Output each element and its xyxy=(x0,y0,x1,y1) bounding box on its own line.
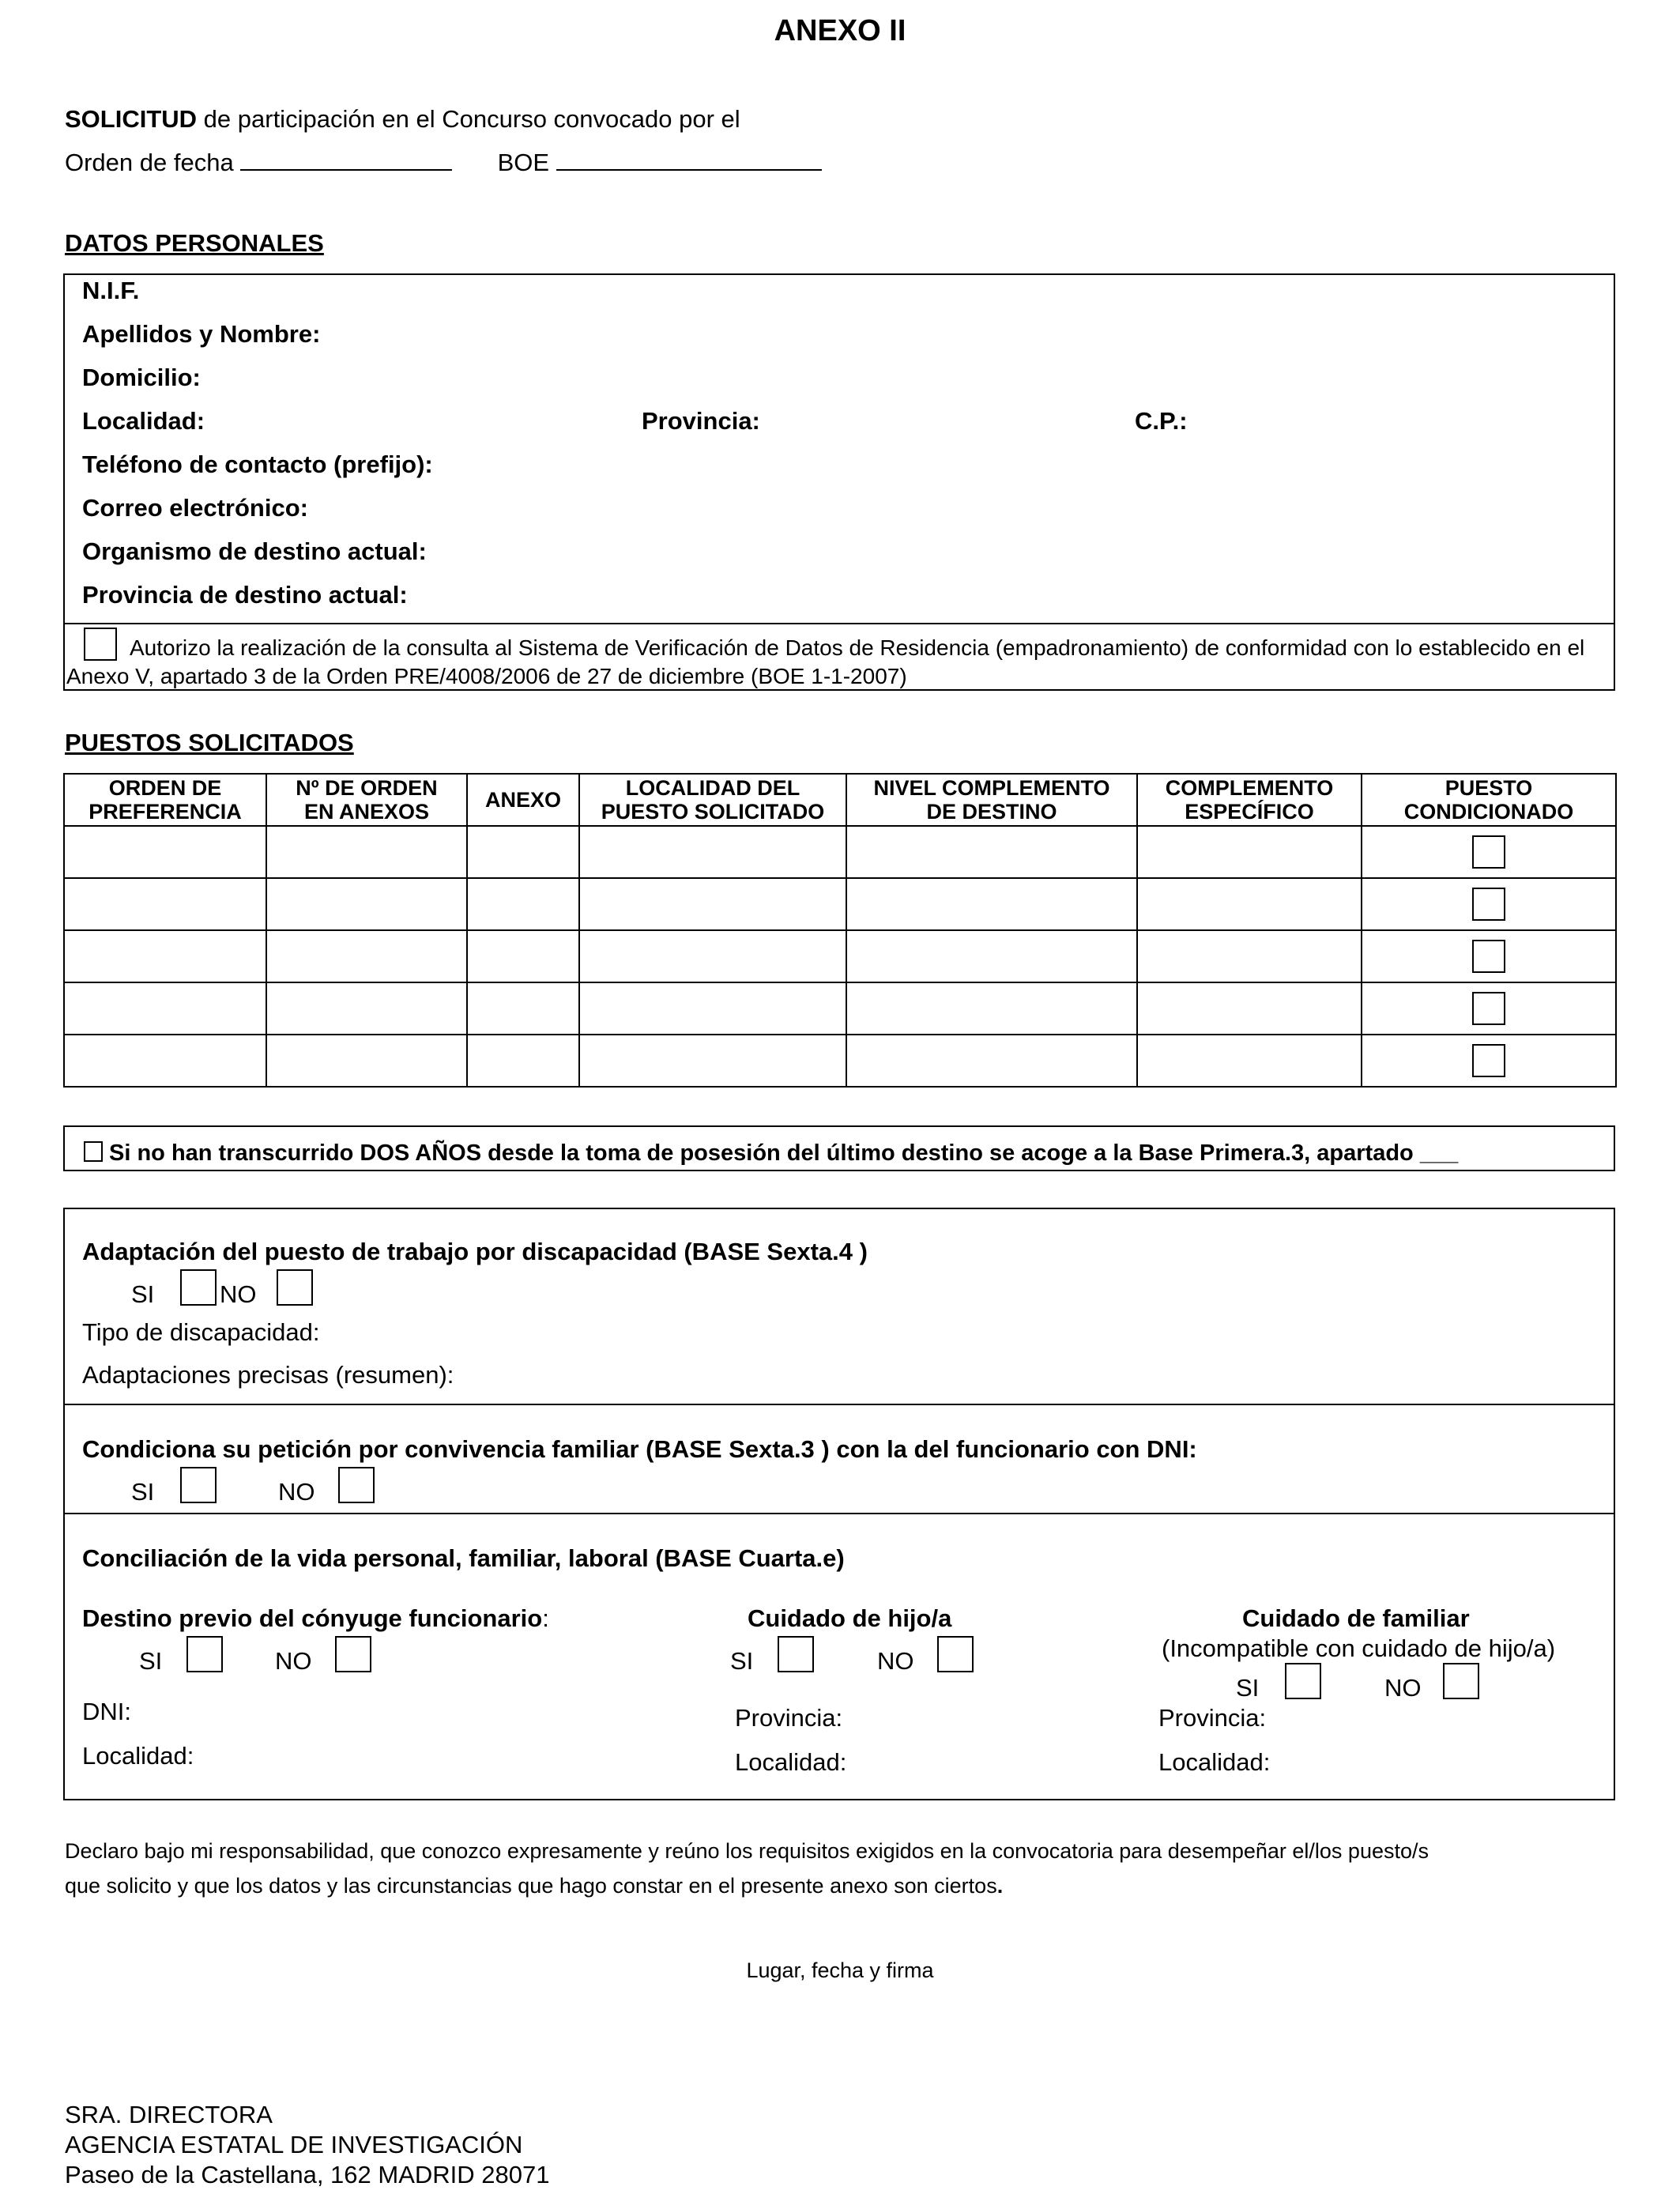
autorizo-text-line1: Autorizo la realización de la consulta al Sistema de Verificación de Datos de Residencia (empadronamiento) de conformidad con lo establecido en el xyxy=(130,635,1585,660)
puestos-table xyxy=(63,773,1617,1088)
puestos-heading: PUESTOS SOLICITADOS xyxy=(65,729,354,756)
hijo-no-label: NO xyxy=(877,1647,914,1675)
table-cell[interactable] xyxy=(64,982,266,1035)
autorizo-checkbox[interactable] xyxy=(84,628,117,661)
table-cell[interactable] xyxy=(1137,826,1362,878)
conyuge-no-label: NO xyxy=(275,1647,312,1675)
table-cell[interactable] xyxy=(467,982,579,1035)
solicitud-line xyxy=(65,105,740,134)
puesto-condicionado-cell[interactable] xyxy=(1362,982,1616,1035)
table-cell[interactable] xyxy=(579,930,846,982)
puesto-condicionado-cell[interactable] xyxy=(1362,878,1616,930)
table-cell[interactable] xyxy=(579,826,846,878)
table-cell[interactable] xyxy=(846,878,1137,930)
organismo-label: Organismo de destino actual: xyxy=(82,537,427,565)
table-cell[interactable] xyxy=(266,930,467,982)
puesto-condicionado-checkbox[interactable] xyxy=(1472,940,1505,973)
table-cell[interactable] xyxy=(467,1035,579,1087)
cp-label: C.P.: xyxy=(1135,407,1188,435)
conyuge-dni-label: DNI: xyxy=(82,1698,131,1725)
telefono-label: Teléfono de contacto (prefijo): xyxy=(82,450,433,478)
tipo-discapacidad-label: Tipo de discapacidad: xyxy=(82,1318,320,1346)
domicilio-label: Domicilio: xyxy=(82,364,201,391)
conciliacion-title: Conciliación de la vida personal, familiar, laboral (BASE Cuarta.e) xyxy=(82,1544,845,1572)
puestos-header-row xyxy=(64,774,1616,826)
destinatario-line2: AGENCIA ESTATAL DE INVESTIGACIÓN xyxy=(65,2131,523,2158)
table-cell[interactable] xyxy=(266,826,467,878)
table-cell[interactable] xyxy=(64,826,266,878)
puesto-condicionado-cell[interactable] xyxy=(1362,826,1616,878)
col-localidad: LOCALIDAD DEL PUESTO SOLICITADO xyxy=(579,774,846,826)
familiar-si-label: SI xyxy=(1236,1674,1260,1702)
col-complemento-especifico: COMPLEMENTO ESPECÍFICO xyxy=(1137,774,1362,826)
solicitud-label: SOLICITUD xyxy=(65,105,198,133)
conyuge-title xyxy=(82,1604,549,1633)
hijo-si-label: SI xyxy=(730,1647,754,1675)
boe-label: BOE xyxy=(497,149,550,176)
table-row xyxy=(64,930,1616,982)
familiar-localidad-label: Localidad: xyxy=(1158,1748,1271,1776)
divider xyxy=(63,1513,1615,1514)
table-cell[interactable] xyxy=(579,1035,846,1087)
table-cell[interactable] xyxy=(467,878,579,930)
table-cell[interactable] xyxy=(266,1035,467,1087)
puesto-condicionado-checkbox[interactable] xyxy=(1472,992,1505,1025)
provincia-destino-label: Provincia de destino actual: xyxy=(82,581,408,609)
hijo-no-checkbox[interactable] xyxy=(937,1636,974,1672)
adaptaciones-label: Adaptaciones precisas (resumen): xyxy=(82,1361,454,1389)
table-row xyxy=(64,1035,1616,1087)
familiar-provincia-label: Provincia: xyxy=(1158,1704,1267,1732)
adaptacion-si-checkbox[interactable] xyxy=(180,1269,217,1306)
declaracion-period: . xyxy=(996,1874,1004,1898)
correo-label: Correo electrónico: xyxy=(82,494,308,522)
conyuge-si-checkbox[interactable] xyxy=(186,1636,223,1672)
orden-label: Orden de fecha xyxy=(65,149,234,176)
conyuge-title-text: Destino previo del cónyuge funcionario xyxy=(82,1604,543,1632)
puesto-condicionado-cell[interactable] xyxy=(1362,930,1616,982)
table-cell[interactable] xyxy=(579,982,846,1035)
table-cell[interactable] xyxy=(1137,982,1362,1035)
col-puesto-condicionado: PUESTO CONDICIONADO xyxy=(1362,774,1616,826)
table-row xyxy=(64,826,1616,878)
divider xyxy=(63,1404,1615,1405)
destinatario-line1: SRA. DIRECTORA xyxy=(65,2101,273,2128)
destinatario-line3: Paseo de la Castellana, 162 MADRID 28071 xyxy=(65,2161,550,2188)
adaptacion-no-checkbox[interactable] xyxy=(277,1269,313,1306)
puesto-condicionado-checkbox[interactable] xyxy=(1472,835,1505,869)
autorizo-text-line2: Anexo V, apartado 3 de la Orden PRE/4008/2006 de 27 de diciembre (BOE 1-1-2007) xyxy=(66,664,907,688)
conyuge-colon: : xyxy=(542,1604,549,1632)
solicitud-text: de participación en el Concurso convocado por el xyxy=(197,105,740,133)
familiar-no-checkbox[interactable] xyxy=(1443,1663,1479,1699)
col-nivel-complemento: NIVEL COMPLEMENTO DE DESTINO xyxy=(846,774,1137,826)
table-row xyxy=(64,982,1616,1035)
declaracion-line2 xyxy=(65,1868,1003,1903)
conyuge-localidad-label: Localidad: xyxy=(82,1742,194,1770)
col-orden-preferencia: ORDEN DE PREFERENCIA xyxy=(64,774,266,826)
table-cell[interactable] xyxy=(266,878,467,930)
table-cell[interactable] xyxy=(1137,878,1362,930)
table-cell[interactable] xyxy=(64,1035,266,1087)
firma-label: Lugar, fecha y firma xyxy=(746,1958,934,1982)
dos-anos-checkbox[interactable] xyxy=(84,1141,103,1162)
orden-fecha-field[interactable] xyxy=(240,149,452,171)
table-cell[interactable] xyxy=(64,930,266,982)
page-title: ANEXO II xyxy=(774,14,906,47)
table-cell[interactable] xyxy=(846,1035,1137,1087)
table-cell[interactable] xyxy=(266,982,467,1035)
table-cell[interactable] xyxy=(846,982,1137,1035)
hijo-title: Cuidado de hijo/a xyxy=(748,1604,952,1632)
table-cell[interactable] xyxy=(579,878,846,930)
declaracion-line2-text: que solicito y que los datos y las circunstancias que hago constar en el presente anexo son ciertos xyxy=(65,1874,997,1898)
familiar-si-checkbox[interactable] xyxy=(1285,1663,1321,1699)
boe-field[interactable] xyxy=(556,149,822,171)
table-cell[interactable] xyxy=(467,826,579,878)
table-cell[interactable] xyxy=(1137,1035,1362,1087)
hijo-si-checkbox[interactable] xyxy=(778,1636,814,1672)
table-row xyxy=(64,878,1616,930)
col-anexo: ANEXO xyxy=(467,774,579,826)
orden-line xyxy=(65,149,822,177)
table-cell[interactable] xyxy=(467,930,579,982)
conyuge-no-checkbox[interactable] xyxy=(335,1636,371,1672)
puesto-condicionado-checkbox[interactable] xyxy=(1472,1044,1505,1077)
adaptacion-no-label: NO xyxy=(220,1280,257,1308)
table-cell[interactable] xyxy=(846,930,1137,982)
divider xyxy=(63,623,1615,624)
table-cell[interactable] xyxy=(1137,930,1362,982)
familiar-no-label: NO xyxy=(1384,1674,1422,1702)
declaracion-line1: Declaro bajo mi responsabilidad, que conozco expresamente y reúno los requisitos exigidos en la convocatoria para desempeñar el/los puesto/s xyxy=(65,1839,1429,1863)
hijo-localidad-label: Localidad: xyxy=(735,1748,847,1776)
table-cell[interactable] xyxy=(846,826,1137,878)
table-cell[interactable] xyxy=(64,878,266,930)
conyuge-si-label: SI xyxy=(139,1647,163,1675)
datos-personales-heading: DATOS PERSONALES xyxy=(65,229,324,257)
familiar-title: Cuidado de familiar xyxy=(1242,1604,1470,1632)
localidad-label: Localidad: xyxy=(82,407,205,435)
condiciona-no-checkbox[interactable] xyxy=(338,1467,375,1503)
col-numero-orden: Nº DE ORDEN EN ANEXOS xyxy=(266,774,467,826)
condiciona-si-checkbox[interactable] xyxy=(180,1467,217,1503)
adaptacion-si-label: SI xyxy=(131,1280,155,1308)
apellidos-label: Apellidos y Nombre: xyxy=(82,320,321,348)
condiciona-si-label: SI xyxy=(131,1478,155,1506)
familiar-note: (Incompatible con cuidado de hijo/a) xyxy=(1162,1634,1556,1662)
condiciona-no-label: NO xyxy=(278,1478,315,1506)
dos-anos-text: Si no han transcurrido DOS AÑOS desde la toma de posesión del último destino se acoge a la Base Primera.3, apartado ___ xyxy=(109,1140,1459,1166)
puesto-condicionado-checkbox[interactable] xyxy=(1472,888,1505,921)
condiciona-title: Condiciona su petición por convivencia familiar (BASE Sexta.3 ) con la del funcionario con DNI: xyxy=(82,1435,1197,1463)
nif-label: N.I.F. xyxy=(82,277,140,304)
hijo-provincia-label: Provincia: xyxy=(735,1704,843,1732)
provincia-label: Provincia: xyxy=(642,407,760,435)
adaptacion-title: Adaptación del puesto de trabajo por discapacidad (BASE Sexta.4 ) xyxy=(82,1238,868,1265)
puesto-condicionado-cell[interactable] xyxy=(1362,1035,1616,1087)
